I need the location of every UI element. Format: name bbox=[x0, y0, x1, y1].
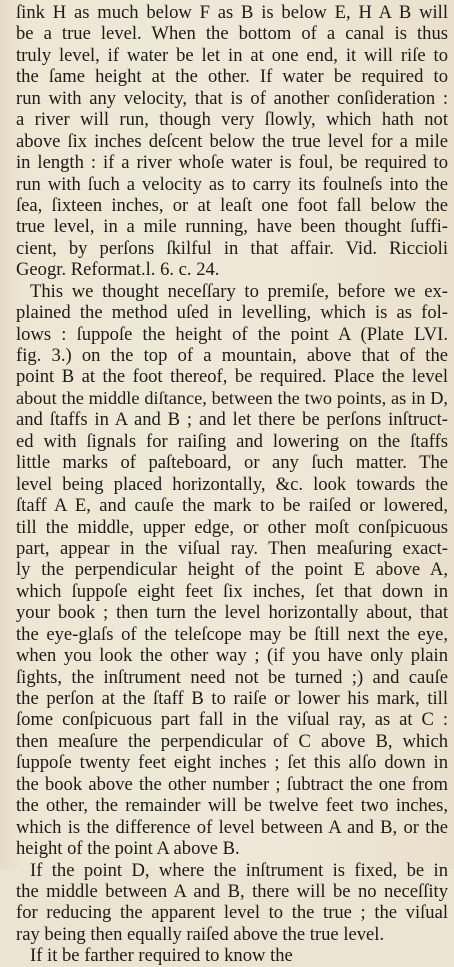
text-line: run with any velocity, that is of another conſideration : bbox=[16, 87, 448, 109]
text-line: ſea, ſixteen inches, or at leaſt one foot fall below the bbox=[16, 194, 448, 216]
text-line: the middle between A and B, there will be no neceſſity bbox=[16, 880, 448, 902]
text-line: then meaſure the perpendicular of C above B, which bbox=[16, 730, 448, 752]
text-line: till the middle, upper edge, or other moſt conſpicuous bbox=[16, 516, 448, 538]
text-line: lows : ſuppoſe the height of the point A (Plate LVI. bbox=[16, 323, 448, 345]
text-line: cient, by perſons ſkilful in that affair. Vid. Riccioli bbox=[16, 237, 448, 259]
text-line: part, appear in the viſual ray. Then meaſuring exact- bbox=[16, 537, 448, 559]
text-line: ſome conſpicuous part fall in the viſual ray, as at C : bbox=[16, 709, 448, 731]
text-line: above ſix inches deſcent below the true level for a mile bbox=[16, 130, 448, 152]
text-line: height of the point A above B. bbox=[16, 838, 240, 860]
cut-off-line: If it be farther required to know the bbox=[30, 945, 293, 967]
text-line: Geogr. Reformat.l. 6. c. 24. bbox=[16, 259, 220, 281]
text-line: for reducing the apparent level to the true ; the viſual bbox=[16, 902, 448, 924]
page-text bbox=[16, 2, 448, 967]
text-line: plained the method uſed in levelling, which is as fol- bbox=[16, 302, 448, 324]
text-line: If the point D, where the inſtrument is fixed, be in bbox=[30, 859, 448, 881]
text-line: and ſtaffs in A and B ; and let there be perſons inſtruct- bbox=[16, 409, 448, 431]
text-line: true level, in a mile running, have been thought ſuffi- bbox=[16, 216, 448, 238]
text-line: which ſuppoſe eight feet ſix inches, ſet that down in bbox=[16, 580, 448, 602]
text-line: a river will run, though very ſlowly, which hath not bbox=[16, 109, 448, 131]
text-line: ſtaff A E, and cauſe the mark to be raiſed or lowered, bbox=[16, 495, 448, 517]
text-line: ed with ſignals for raiſing and lowering on the ſtaffs bbox=[16, 430, 448, 452]
text-line: ly the perpendicular height of the point E above A, bbox=[16, 559, 448, 581]
text-line: in length : if a river whoſe water is foul, be required to bbox=[16, 152, 448, 174]
text-line: ſuppoſe twenty feet eight inches ; ſet this alſo down in bbox=[16, 752, 448, 774]
text-line: little marks of paſteboard, or any ſuch matter. The bbox=[16, 452, 448, 474]
text-line: the perſon at the ſtaff B to raiſe or lower his mark, till bbox=[16, 688, 448, 709]
text-line: This we thought neceſſary to premiſe, before we ex- bbox=[30, 280, 448, 302]
text-line: which is the difference of level between A and B, or the bbox=[16, 816, 448, 838]
text-line: the book above the other number ; ſubtract the one from bbox=[16, 773, 448, 795]
text-line: the eye-glaſs of the teleſcope may be ſtill next the eye, bbox=[16, 623, 448, 645]
text-line: be a true level. When the bottom of a canal is thus bbox=[16, 23, 448, 45]
text-line: when you look the other way ; (if you have only plain bbox=[16, 645, 448, 667]
text-line: the other, the remainder will be twelve feet two inches, bbox=[16, 795, 448, 817]
text-line: ſink H as much below F as B is below E, H A B will bbox=[16, 2, 448, 23]
text-line: run with ſuch a velocity as to carry its foulneſs into the bbox=[16, 173, 448, 195]
text-line: ray being then equally raiſed above the true level. bbox=[16, 923, 385, 945]
text-line: about the middle diſtance, between the two points, as in D, bbox=[16, 387, 448, 408]
text-line: ſights, the inſtrument need not be turned ;) and cauſe bbox=[16, 666, 448, 688]
text-line: truly level, if water be let in at one end, it will riſe to bbox=[16, 44, 448, 66]
text-line: your book ; then turn the level horizontally about, that bbox=[16, 602, 448, 624]
text-line: level being placed horizontally, &c. look towards the bbox=[16, 473, 448, 495]
text-line: fig. 3.) on the top of a mountain, above that of the bbox=[16, 345, 448, 366]
text-line: the ſame height at the other. If water be required to bbox=[16, 66, 448, 88]
text-line: point B at the foot thereof, be required. Place the level bbox=[16, 366, 448, 388]
